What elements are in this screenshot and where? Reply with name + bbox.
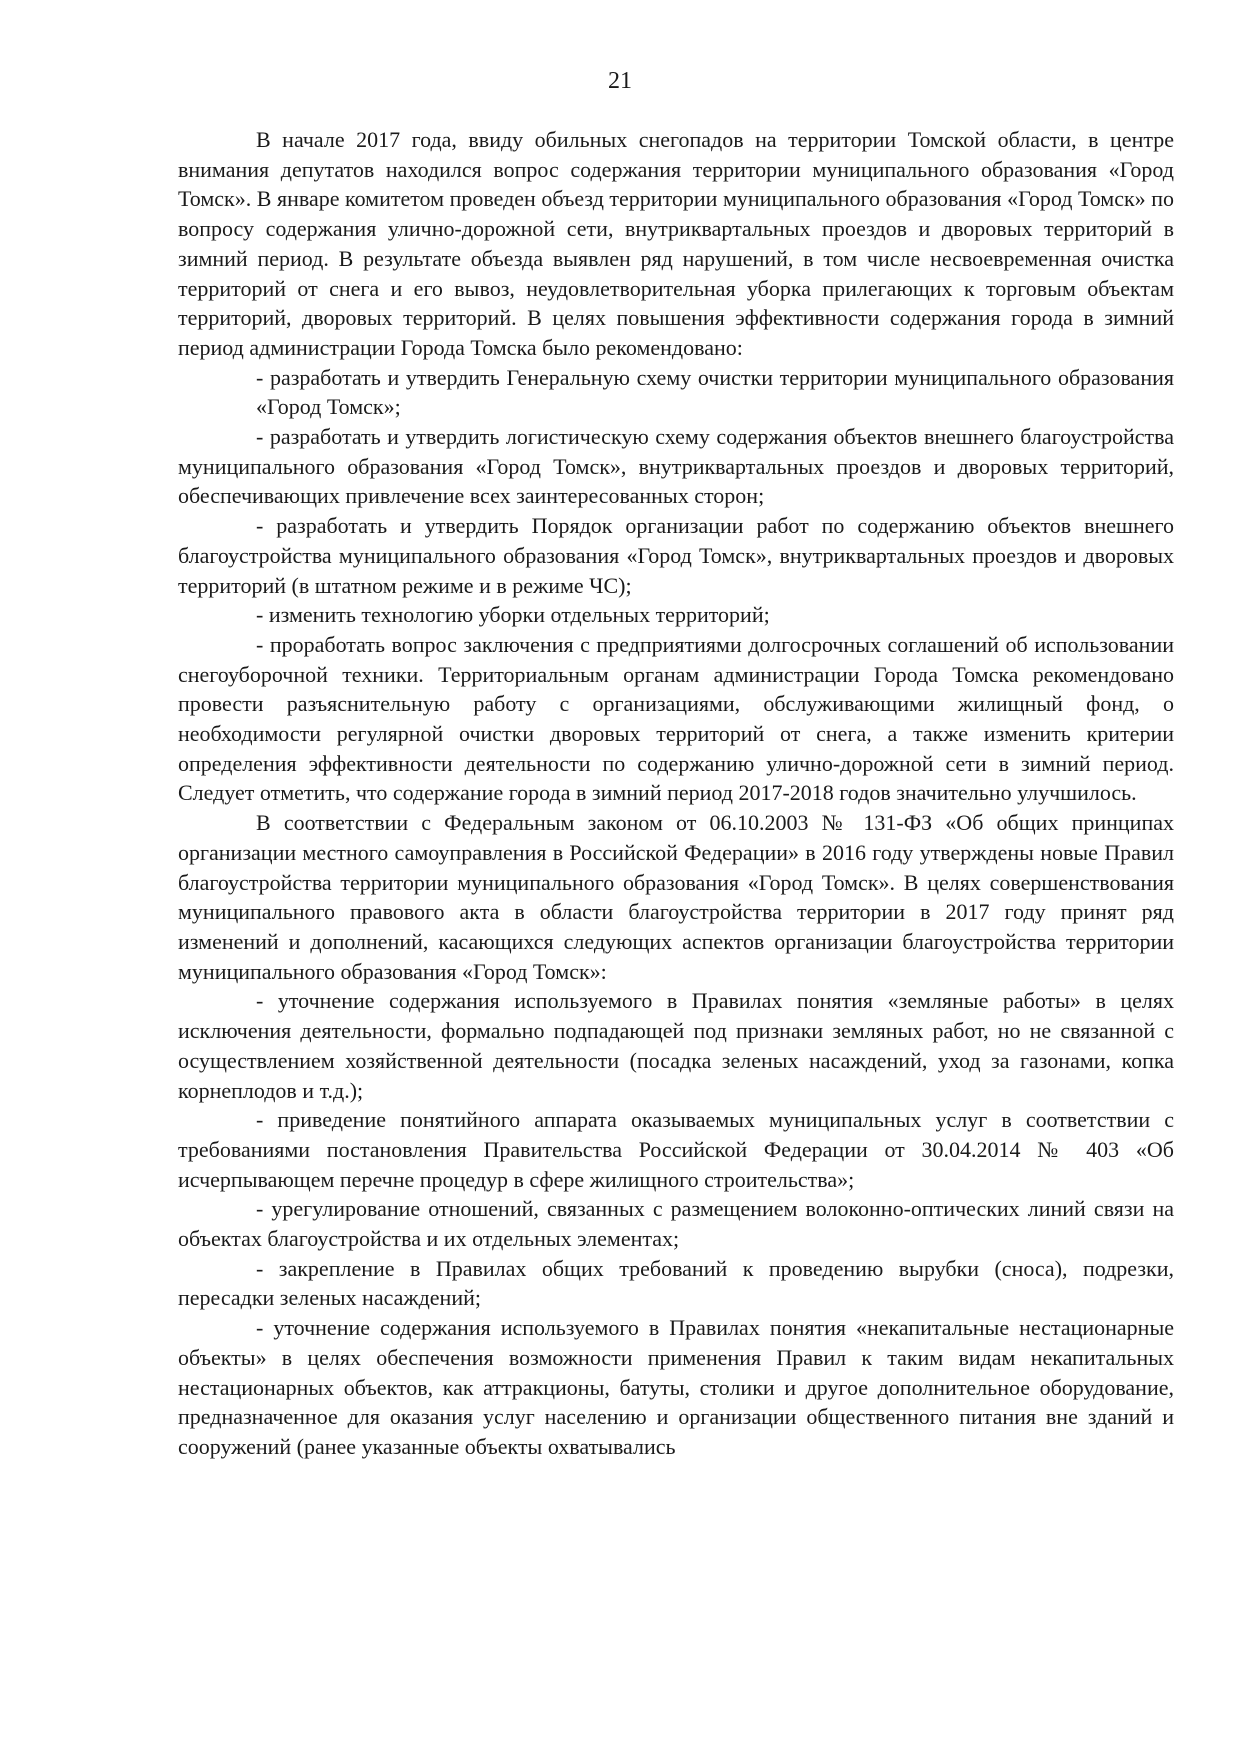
list-item-work-procedure: - разработать и утвердить Порядок организации работ по содержанию объектов внешнего благоустройства муниципального образования «Город Томск», внутриквартальных проездов и дворовых территорий (в штатном режиме и в режиме ЧС); — [178, 513, 1174, 598]
list-item-green-planting-requirements: - закрепление в Правилах общих требований к проведению вырубки (сноса), подрезки, пересадки зеленых насаждений; — [178, 1255, 1174, 1311]
list-item-snow-equipment-agreements: - проработать вопрос заключения с предприятиями долгосрочных соглашений об использовании снегоуборочной техники. Территориальным органам администрации Города Томска рекомендовано провести разъяснительную работу с организациями, обслуживающими жилищный фонд, о необходимости регулярной очистки дворовых территорий от снега, а также изменить критерии определения эффективности деятельности по содержанию улично-дорожной сети в зимний период. Следует отметить, что содержание города в зимний период 2017-2018 годов значительно улучшилось. — [178, 631, 1174, 806]
list-item-cleaning-technology: - изменить технологию уборки отдельных территорий; — [256, 602, 770, 628]
document-body — [178, 125, 1174, 1462]
list-item-fiber-optic-lines: - урегулирование отношений, связанных с размещением волоконно-оптических линий связи на объектах благоустройства и их отдельных элементах; — [178, 1196, 1174, 1252]
list-item-general-scheme: - разработать и утвердить Генеральную схему очистки территории муниципального образования «Город Томск»; — [256, 364, 1174, 420]
page-number: 21 — [608, 68, 632, 94]
paragraph-landscaping-rules: В соответствии с Федеральным законом от 06.10.2003 № 131-ФЗ «Об общих принципах организации местного самоуправления в Российской Федерации» в 2016 году утверждены новые Правил благоустройства территории муниципального образования «Город Томск». В целях совершенствования муниципального правового акта в области благоустройства территории в 2017 году принят ряд изменений и дополнений, касающихся следующих аспектов организации благоустройства территории муниципального образования «Город Томск»: — [178, 810, 1174, 984]
list-item-earthworks-definition: - уточнение содержания используемого в Правилах понятия «земляные работы» в целях исключения деятельности, формально подпадающей под признаки земляных работ, но не связанной с осуществлением хозяйственной деятельности (посадка зеленых насаждений, уход за газонами, копка корнеплодов и т.д.); — [178, 988, 1174, 1103]
list-item-logistic-scheme: - разработать и утвердить логистическую схему содержания объектов внешнего благоустройства муниципального образования «Город Томск», внутриквартальных проездов и дворовых территорий, обеспечивающих привлечение всех заинтересованных сторон; — [178, 424, 1174, 509]
list-item-municipal-services: - приведение понятийного аппарата оказываемых муниципальных услуг в соответствии с требованиями постановления Правительства Российской Федерации от 30.04.2014 № 403 «Об исчерпывающем перечне процедур в сфере жилищного строительства»; — [178, 1107, 1174, 1192]
paragraph-winter-cleaning-intro: В начале 2017 года, ввиду обильных снегопадов на территории Томской области, в центре внимания депутатов находился вопрос содержания территории муниципального образования «Город Томск». В январе комитетом проведен объезд территории муниципального образования «Город Томск» по вопросу содержания улично-дорожной сети, внутриквартальных проездов и дворовых территорий в зимний период. В результате объезда выявлен ряд нарушений, в том числе несвоевременная очистка территорий от снега и его вывоз, неудовлетворительная уборка прилегающих к торговым объектам территорий, дворовых территорий. В целях повышения эффективности содержания города в зимний период администрации Города Томска было рекомендовано: — [178, 127, 1174, 360]
list-item-non-capital-objects: - уточнение содержания используемого в Правилах понятия «некапитальные нестационарные объекты» в целях обеспечения возможности применения Правил к таким видам некапитальных нестационарных объектов, как аттракционы, батуты, столики и другое дополнительное оборудование, предназначенное для оказания услуг населению и организации общественного питания вне зданий и сооружений (ранее указанные объекты охватывались — [178, 1315, 1174, 1459]
